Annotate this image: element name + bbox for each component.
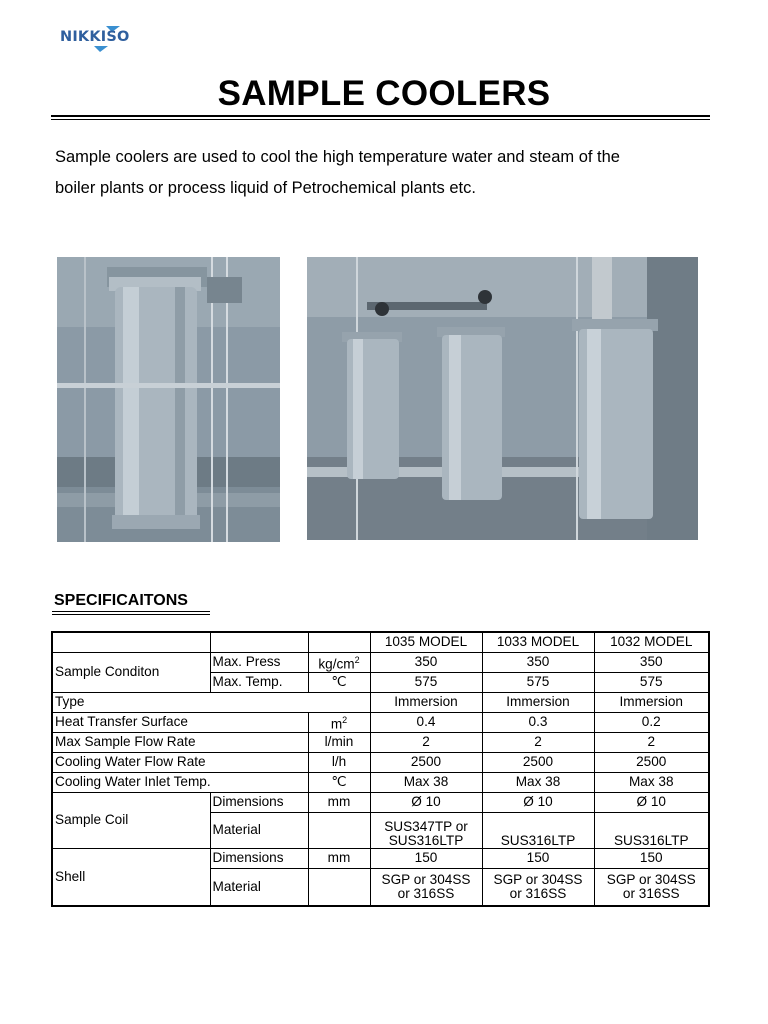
value-cell: Max 38 — [370, 772, 482, 792]
table-row — [52, 772, 709, 792]
table-header-row — [52, 632, 709, 652]
unit-cell: ℃ — [308, 672, 370, 692]
value-cell: 2 — [370, 732, 482, 752]
spec-heading-rule — [52, 611, 210, 612]
value-cell: SGP or 304SS or 316SS — [594, 868, 709, 906]
unit-cell: ℃ — [308, 772, 370, 792]
sub-label: Material — [210, 868, 308, 906]
spec-heading: SPECIFICAITONS — [54, 592, 188, 609]
unit-cell: l/h — [308, 752, 370, 772]
sub-label: Max. Press — [210, 652, 308, 672]
value-cell: SGP or 304SS or 316SS — [370, 868, 482, 906]
unit-cell — [308, 868, 370, 906]
value-cell: Immersion — [482, 692, 594, 712]
nikkiso-logo — [60, 22, 144, 56]
row-label: Max Sample Flow Rate — [52, 732, 308, 752]
model-header: 1033 MODEL — [482, 632, 594, 652]
value-cell: 2 — [594, 732, 709, 752]
title-rule — [51, 115, 710, 117]
value-cell: 2500 — [594, 752, 709, 772]
value-cell: 350 — [370, 652, 482, 672]
value-cell: 2 — [482, 732, 594, 752]
value-cell: 575 — [370, 672, 482, 692]
value-cell: Ø 10 — [482, 792, 594, 812]
table-row — [52, 692, 709, 712]
photo-three-coolers — [307, 257, 698, 540]
table-row — [52, 732, 709, 752]
model-header: 1035 MODEL — [370, 632, 482, 652]
sub-label: Dimensions — [210, 792, 308, 812]
value-cell: 575 — [482, 672, 594, 692]
value-cell: 150 — [482, 848, 594, 868]
table-row — [52, 712, 709, 732]
value-cell: Immersion — [594, 692, 709, 712]
row-label: Shell — [52, 848, 210, 906]
header-blank-cell — [308, 632, 370, 652]
value-cell: SUS347TP or SUS316LTP — [370, 812, 482, 848]
unit-cell: $m^2$ — [308, 712, 370, 732]
value-cell: 0.3 — [482, 712, 594, 732]
value-cell: 575 — [594, 672, 709, 692]
value-cell: SGP or 304SS or 316SS — [482, 868, 594, 906]
value-cell: Ø 10 — [370, 792, 482, 812]
page-title: SAMPLE COOLERS — [217, 74, 551, 113]
row-label: Sample Conditon — [52, 652, 210, 692]
table-row — [52, 848, 709, 868]
title-rule-thin — [51, 119, 710, 120]
unit-cell: mm — [308, 792, 370, 812]
sub-label: Dimensions — [210, 848, 308, 868]
unit-cell: mm — [308, 848, 370, 868]
intro-line-1: Sample coolers are used to cool the high temperature water and steam of the — [55, 148, 620, 166]
unit-cell — [308, 812, 370, 848]
value-cell: 0.4 — [370, 712, 482, 732]
value-cell: SUS316LTP — [482, 812, 594, 848]
value-cell: 2500 — [370, 752, 482, 772]
value-cell: 150 — [594, 848, 709, 868]
header-blank-cell — [210, 632, 308, 652]
value-cell: 350 — [482, 652, 594, 672]
intro-paragraph — [55, 142, 695, 204]
unit-cell: l/min — [308, 732, 370, 752]
value-cell: 350 — [594, 652, 709, 672]
row-label: Sample Coil — [52, 792, 210, 848]
spec-heading-rule-thin — [52, 614, 210, 615]
spec-table — [51, 631, 710, 907]
sub-label: Max. Temp. — [210, 672, 308, 692]
table-row — [52, 652, 709, 672]
value-cell: 150 — [370, 848, 482, 868]
header-blank-cell — [52, 632, 210, 652]
table-row — [52, 792, 709, 812]
photo-single-cooler — [57, 257, 280, 542]
unit-cell: $kg/cm^2$ — [308, 652, 370, 672]
value-cell: Ø 10 — [594, 792, 709, 812]
row-label: Cooling Water Flow Rate — [52, 752, 308, 772]
table-row — [52, 752, 709, 772]
row-label: Cooling Water Inlet Temp. — [52, 772, 308, 792]
row-label: Type — [52, 692, 370, 712]
value-cell: Max 38 — [594, 772, 709, 792]
value-cell: 0.2 — [594, 712, 709, 732]
value-cell: Immersion — [370, 692, 482, 712]
model-header: 1032 MODEL — [594, 632, 709, 652]
row-label: Heat Transfer Surface — [52, 712, 308, 732]
value-cell: 2500 — [482, 752, 594, 772]
brand-name: NIKKISO — [60, 29, 130, 45]
sub-label: Material — [210, 812, 308, 848]
intro-line-2: boiler plants or process liquid of Petrochemical plants etc. — [55, 179, 476, 197]
value-cell: Max 38 — [482, 772, 594, 792]
value-cell: SUS316LTP — [594, 812, 709, 848]
